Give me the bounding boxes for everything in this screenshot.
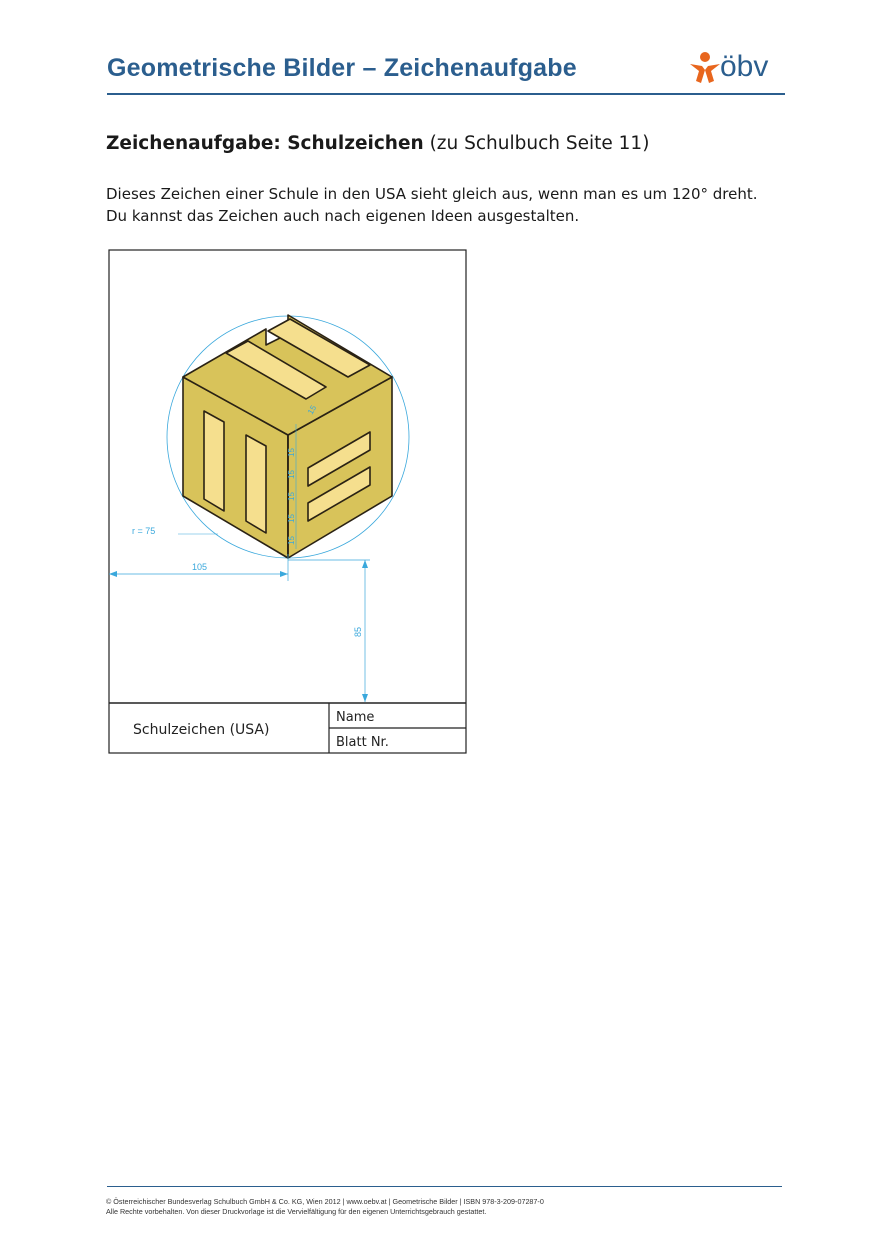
radius-dimension-label: r = 75 <box>132 526 156 536</box>
segment-dimension-label-2: 15 <box>287 514 296 523</box>
horizontal-arrow-right <box>280 571 288 577</box>
vertical-dimension-label: 85 <box>353 626 363 637</box>
segment-dimension-label-1: 15 <box>287 536 296 545</box>
oebv-logo-mark-icon <box>688 50 722 86</box>
oebv-logo-text: öbv <box>720 50 769 83</box>
header-divider <box>107 93 785 95</box>
drawing-canvas <box>108 249 467 754</box>
segment-dimension-label-6: 15 <box>305 403 319 416</box>
task-description-line-2: Du kannst das Zeichen auch nach eigenen Ideen ausgestalten. <box>106 207 580 225</box>
sheet-number-label: Blatt Nr. <box>336 735 389 750</box>
footer-copyright: © Österreichischer Bundesverlag Schulbuch GmbH & Co. KG, Wien 2012 | www.oebv.at | Geometrische Bilder | ISBN 978-3-209-07287-0 <box>106 1197 544 1206</box>
segment-dimension-label-3: 15 <box>287 492 296 501</box>
segment-dimension-label-5: 15 <box>287 448 296 457</box>
horizontal-arrow-left <box>109 571 117 577</box>
name-field-label: Name <box>336 710 375 725</box>
emblem-left-slot-1 <box>204 411 224 511</box>
task-heading <box>106 133 649 154</box>
vertical-arrow-top <box>362 560 368 568</box>
footer-divider <box>107 1186 782 1187</box>
horizontal-dimension-label: 105 <box>192 562 208 572</box>
task-description-line-1: Dieses Zeichen einer Schule in den USA sieht gleich aus, wenn man es um 120° dreht. <box>106 185 758 203</box>
oebv-logo <box>688 50 788 86</box>
technical-drawing-sheet <box>108 249 467 754</box>
footer-rights: Alle Rechte vorbehalten. Von dieser Druckvorlage ist die Vervielfältigung für den eigenen Unterrichtsgebrauch gestattet. <box>106 1207 487 1216</box>
footer <box>106 1197 544 1217</box>
task-heading-reference: (zu Schulbuch Seite 11) <box>429 133 650 154</box>
vertical-arrow-bottom <box>362 694 368 702</box>
segment-dimension-label-4: 15 <box>287 470 296 479</box>
emblem-left-slot-2 <box>246 435 266 533</box>
page-header-title: Geometrische Bilder – Zeichenaufgabe <box>107 54 577 82</box>
task-heading-bold: Zeichenaufgabe: Schulzeichen <box>106 133 424 154</box>
task-description <box>106 183 758 227</box>
drawing-title: Schulzeichen (USA) <box>133 722 270 738</box>
